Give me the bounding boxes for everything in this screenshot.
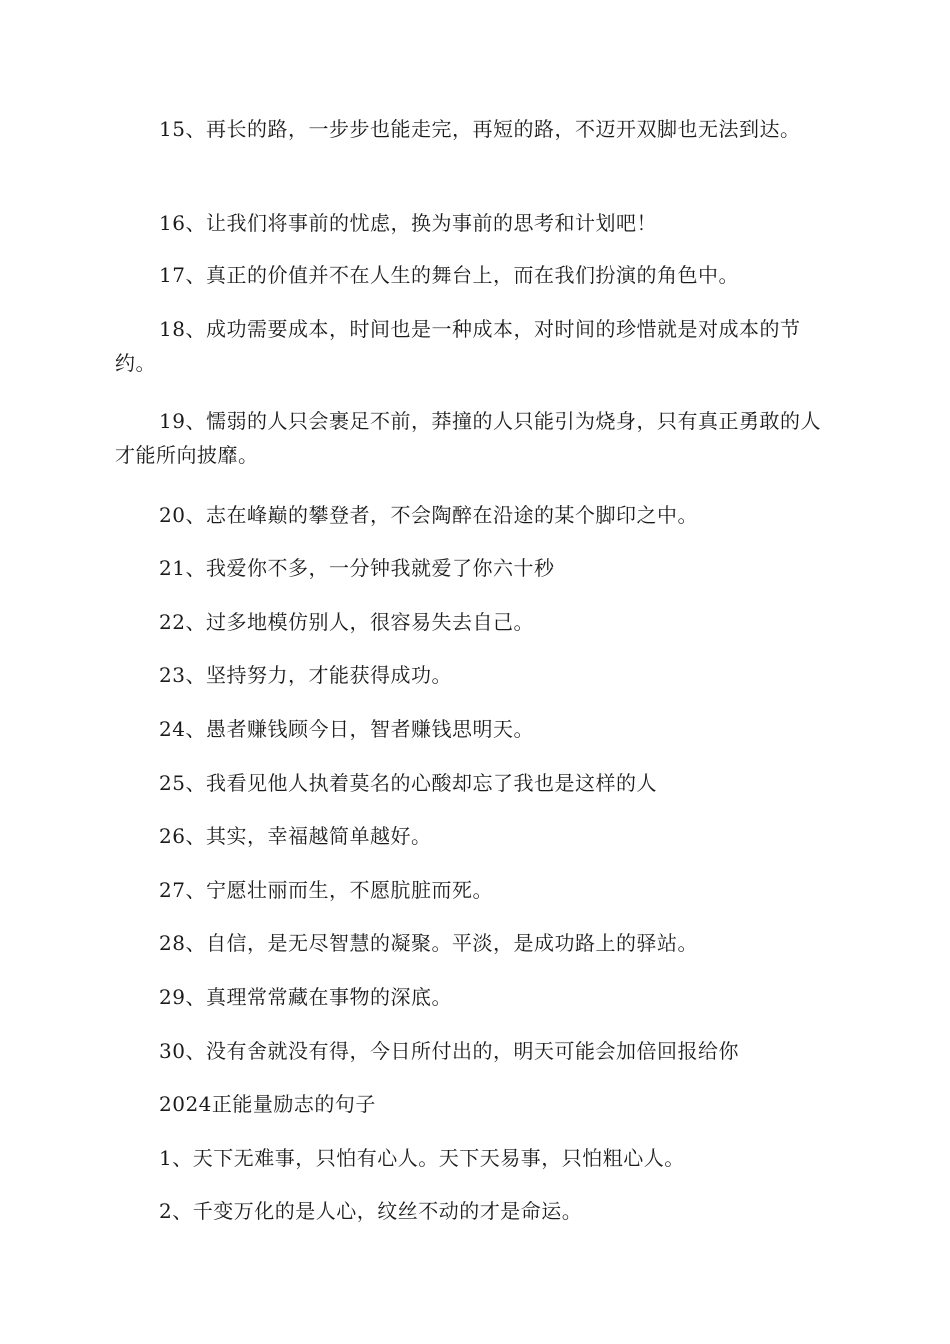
- quote-item-1: 1、天下无难事，只怕有心人。天下天易事，只怕粗心人。: [159, 1146, 685, 1170]
- quote-item-16: 16、让我们将事前的忧虑，换为事前的思考和计划吧！: [159, 211, 657, 235]
- quote-item-18: 18、成功需要成本，时间也是一种成本，对时间的珍惜就是对成本的节约。: [115, 317, 801, 375]
- quote-item-30: 30、没有舍就没有得，今日所付出的，明天可能会加倍回报给你: [159, 1039, 739, 1063]
- quote-item-26: 26、其实，幸福越简单越好。: [159, 824, 432, 848]
- quote-item-28: 28、自信，是无尽智慧的凝聚。平淡，是成功路上的驿站。: [159, 931, 698, 955]
- quote-item-23: 23、坚持努力，才能获得成功。: [159, 663, 452, 687]
- quote-item-22: 22、过多地模仿别人，很容易失去自己。: [159, 610, 534, 634]
- quote-item-25: 25、我看见他人执着莫名的心酸却忘了我也是这样的人: [159, 771, 657, 795]
- quote-item-27: 27、宁愿壮丽而生，不愿肮脏而死。: [159, 878, 493, 902]
- quote-item-20: 20、志在峰巅的攀登者，不会陶醉在沿途的某个脚印之中。: [159, 503, 698, 527]
- quote-item-17: 17、真正的价值并不在人生的舞台上，而在我们扮演的角色中。: [159, 263, 739, 287]
- quote-item-21: 21、我爱你不多，一分钟我就爱了你六十秒: [159, 556, 555, 580]
- quote-item-24: 24、愚者赚钱顾今日，智者赚钱思明天。: [159, 717, 534, 741]
- quote-item-29: 29、真理常常藏在事物的深底。: [159, 985, 452, 1009]
- section-title: 2024正能量励志的句子: [159, 1092, 376, 1116]
- quote-item-2: 2、千变万化的是人心，纹丝不动的才是命运。: [159, 1199, 583, 1223]
- quote-item-15: 15、再长的路，一步步也能走完，再短的路，不迈开双脚也无法到达。: [159, 117, 801, 141]
- quote-item-19: 19、懦弱的人只会裹足不前，莽撞的人只能引为烧身，只有真正勇敢的人才能所向披靡。: [115, 409, 821, 467]
